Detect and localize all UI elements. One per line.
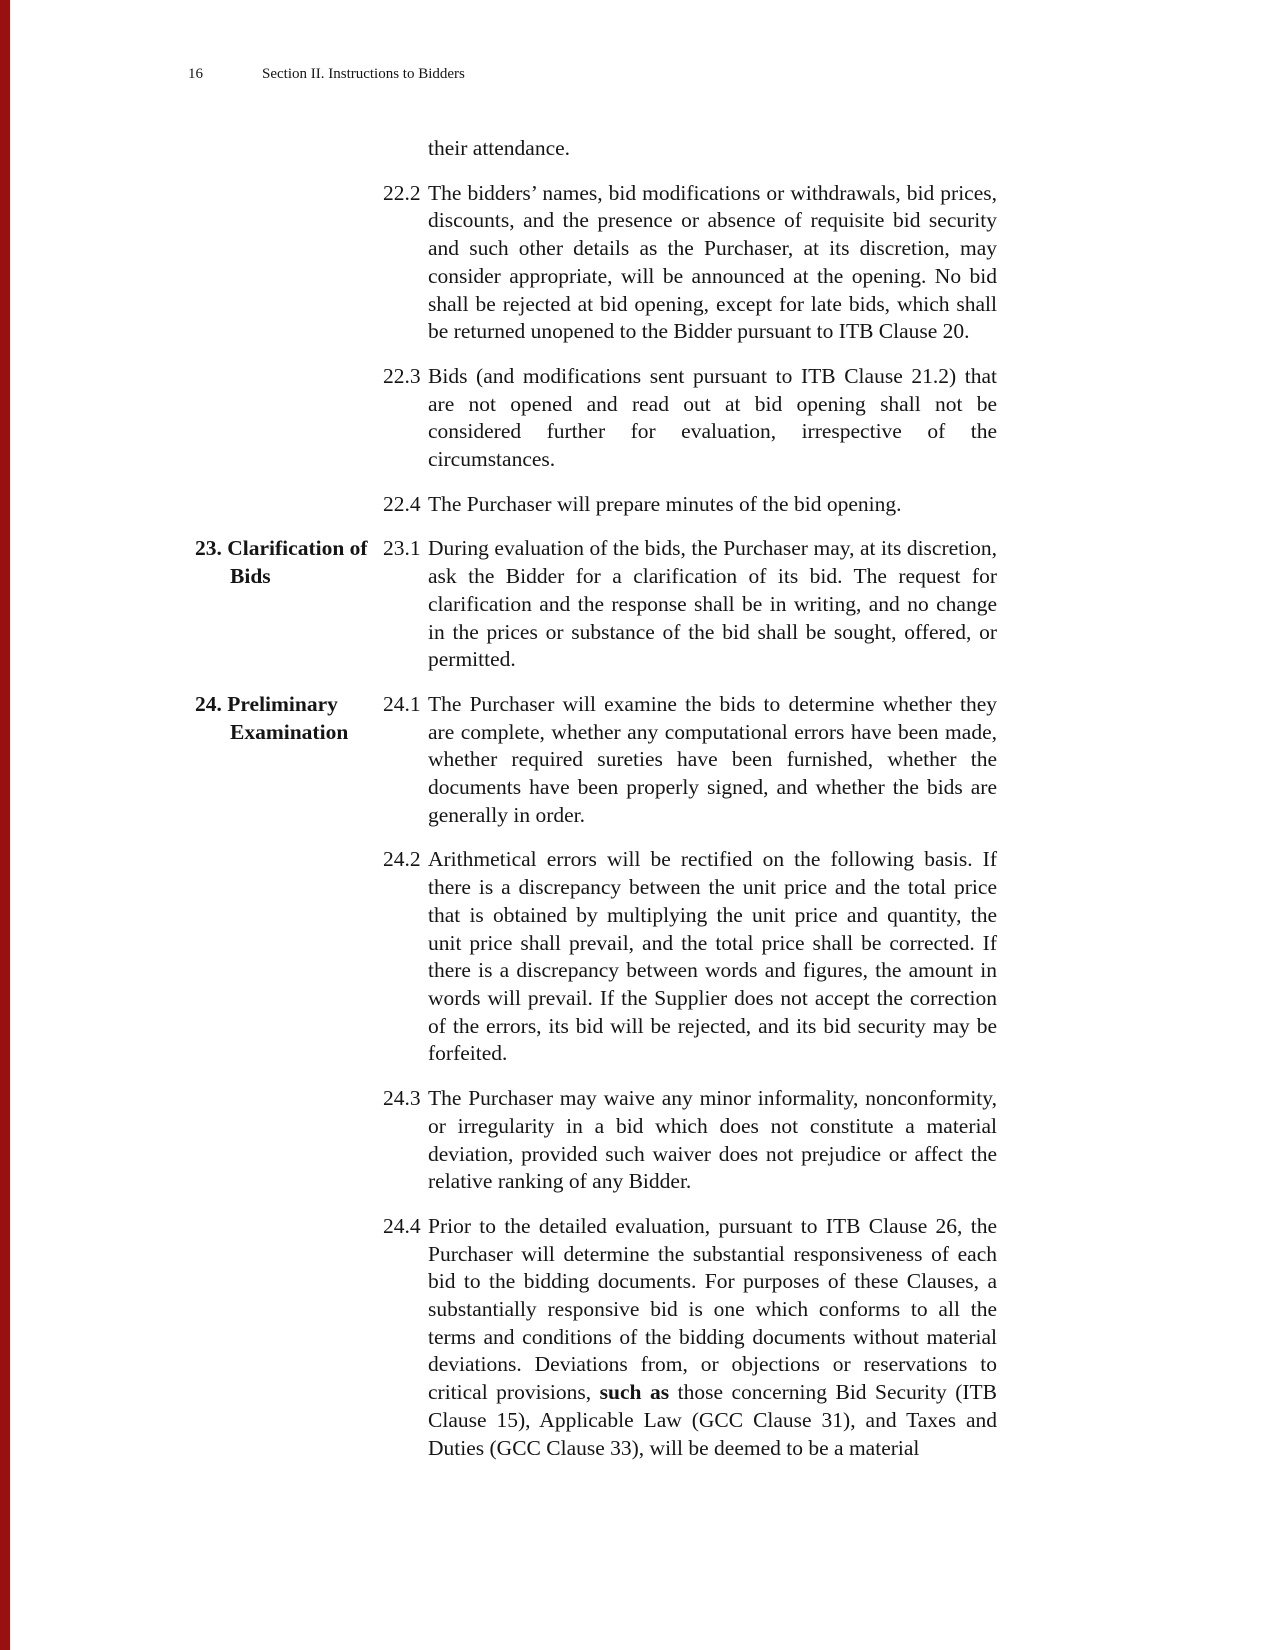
margin-heading-title: Preliminary Examination — [227, 691, 349, 744]
clause-text-bold-segment: such as — [599, 1380, 670, 1405]
margin-heading-number: 24. — [195, 691, 222, 716]
clause-row-22-2 — [195, 180, 997, 346]
page-edge-stripe — [0, 0, 10, 1650]
margin-heading-title: Clarification of Bids — [227, 536, 368, 589]
clause-text: Bids (and modifications sent pursuant to ITB Clause 21.2) that are not opened and read out at bid opening shall not be considered further for evaluation, irrespective of the circumstances. — [428, 363, 997, 472]
clause-row-23-1 — [195, 535, 997, 674]
clause-row-22-3 — [195, 363, 997, 474]
clause-number: 24.1 — [383, 691, 421, 716]
margin-heading-clarification-of-bids — [195, 535, 383, 590]
margin-heading-number: 23. — [195, 536, 222, 561]
clause-number: 24.2 — [383, 847, 421, 872]
clause-text — [428, 1213, 997, 1462]
clause-number: 22.2 — [383, 180, 421, 205]
clause-text-segment: Prior to the detailed evaluation, pursuant to ITB Clause 26, the Purchaser will determine the substantial responsiveness of each bid to the bidding documents. For purposes of these Clauses, a substantially responsive bid is one which conforms to all the terms and conditions of the bidding documents without material deviations. Deviations from, or objections or reservations to critical provisions, — [428, 1213, 997, 1405]
clause-text: The bidders’ names, bid modifications or withdrawals, bid prices, discounts, and the presence or absence of requisite bid security and such other details as the Purchaser, at its discretion, may consider appropriate, will be announced at the opening. No bid shall be rejected at bid opening, except for late bids, which shall be returned unopened to the Bidder pursuant to ITB Clause 20. — [428, 180, 997, 344]
clause-text: Arithmetical errors will be rectified on the following basis. If there is a discrepancy between the unit price and the total price that is obtained by multiplying the unit price and quantity, the unit price shall prevail, and the total price shall be corrected. If there is a discrepancy between words and figures, the amount in words will prevail. If the Supplier does not accept the correction of the errors, its bid will be rejected, and its bid security may be forfeited. — [428, 847, 997, 1066]
continuation-text: their attendance. — [428, 136, 571, 160]
clause-number: 24.3 — [383, 1086, 421, 1111]
clause-number: 24.4 — [383, 1213, 421, 1238]
clause-text: During evaluation of the bids, the Purchaser may, at its discretion, ask the Bidder for a clarification of its bid. The request for clarification and the response shall be in writing, and no change in the prices or substance of the bid shall be sought, offered, or permitted. — [428, 536, 997, 672]
clause-text: The Purchaser may waive any minor informality, nonconformity, or irregularity in a bid which does not constitute a material deviation, provided such waiver does not prejudice or affect the relative ranking of any Bidder. — [428, 1086, 997, 1194]
clause-row-22-4 — [195, 491, 997, 519]
clause-text: The Purchaser will examine the bids to determine whether they are complete, whether any computational errors have been made, whether required sureties have been furnished, whether the documents have been properly signed, and whether the bids are generally in order. — [428, 691, 997, 827]
header-title: Section II. Instructions to Bidders — [262, 66, 465, 82]
clause-text-segment: those concerning Bid Security (ITB Clause 15), Applicable Law (GCC Clause 31), and Taxes and Duties (GCC Clause 33), will be deemed to be a material — [428, 1380, 997, 1460]
clause-row-24-4 — [195, 1213, 997, 1462]
clause-row-24-3 — [195, 1085, 997, 1196]
continuation-row — [195, 135, 997, 163]
page-number: 16 — [188, 66, 203, 82]
clause-row-24-1 — [195, 691, 997, 830]
clause-text: The Purchaser will prepare minutes of the bid opening. — [428, 491, 902, 516]
clause-row-24-2 — [195, 846, 997, 1068]
page-header — [188, 65, 465, 83]
clause-number: 23.1 — [383, 536, 421, 561]
document-body — [195, 135, 997, 1479]
margin-heading-preliminary-examination — [195, 691, 383, 746]
clause-number: 22.4 — [383, 491, 421, 516]
clause-number: 22.3 — [383, 363, 421, 388]
